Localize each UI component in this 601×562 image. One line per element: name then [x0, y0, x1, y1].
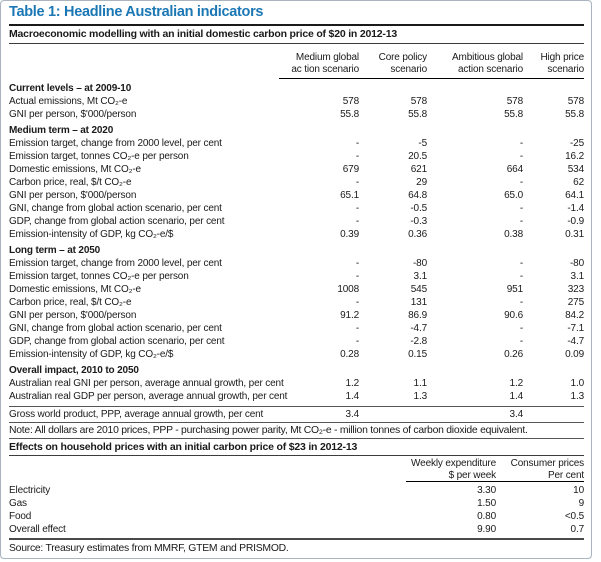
cell: - [519, 323, 523, 334]
cell: 534 [567, 164, 584, 175]
col-header-core-policy: Core policy [378, 52, 427, 63]
cell: 1.0 [570, 378, 584, 389]
row-label: GNI per person, $'000/person [9, 310, 137, 321]
cell: 65.1 [340, 190, 359, 201]
cell: - [355, 336, 359, 347]
cell: 679 [342, 164, 359, 175]
household-header-row-1 [9, 458, 584, 470]
cell: 1.2 [345, 378, 359, 389]
cell: - [519, 151, 523, 162]
row-label: Overall effect [9, 524, 66, 535]
cell: -4.7 [567, 336, 584, 347]
cell: 3.30 [477, 485, 496, 496]
cell: 578 [506, 96, 523, 107]
cell: - [519, 336, 523, 347]
table-row [9, 150, 584, 163]
cell: 90.6 [504, 310, 523, 321]
main-table-body [9, 82, 584, 403]
household-table-header [9, 458, 584, 482]
section-header: Medium term – at 2020 [9, 125, 114, 136]
cell: 62 [573, 177, 584, 188]
cell: - [519, 177, 523, 188]
col-header-high-price: High price [540, 52, 584, 63]
cell: 0.15 [408, 349, 427, 360]
cell: -2.8 [410, 336, 427, 347]
cell: -80 [412, 258, 427, 269]
cell: -0.5 [410, 203, 427, 214]
cell: 0.26 [504, 349, 523, 360]
cell: 10 [573, 485, 584, 496]
cell: 664 [506, 164, 523, 175]
col-header-high-price-2: scenario [547, 64, 584, 75]
col-header-core-policy-2: scenario [390, 64, 427, 75]
row-label: Emission-intensity of GDP, kg CO₂-e/$ [9, 349, 174, 360]
cell: 621 [410, 164, 427, 175]
cell: 55.8 [340, 109, 359, 120]
header-rule [279, 78, 584, 79]
cell: - [519, 297, 523, 308]
cell: 0.36 [408, 229, 427, 240]
cell: 16.2 [565, 151, 584, 162]
row-label: GNI, change from global action scenario, per cent [9, 323, 222, 334]
row-label: Carbon price, real, $/t CO₂-e [9, 177, 132, 188]
row-label: GDP, change from global action scenario, per cent [9, 336, 225, 347]
main-table-header [9, 52, 584, 79]
cell: 65.0 [504, 190, 523, 201]
cell: - [355, 297, 359, 308]
col-header-per-week: $ per week [406, 470, 496, 482]
cell: 578 [567, 96, 584, 107]
cell: - [355, 203, 359, 214]
cell: 578 [342, 96, 359, 107]
row-label: Domestic emissions, Mt CO₂-e [9, 164, 141, 175]
section-header: Long term – at 2050 [9, 245, 101, 256]
cell: 578 [410, 96, 427, 107]
cell: 0.80 [477, 511, 496, 522]
col-header-medium-global-2: ac tion scenario [291, 64, 359, 75]
cell: 3.1 [570, 271, 584, 282]
table-row [9, 163, 584, 176]
cell: 20.5 [408, 151, 427, 162]
col-header-ambitious-global-2: action scenario [457, 64, 523, 75]
cell: 91.2 [340, 310, 359, 321]
cell: - [519, 258, 523, 269]
cell: 1.2 [509, 378, 523, 389]
table-row [9, 484, 584, 497]
table-row [9, 189, 584, 202]
cell: - [355, 138, 359, 149]
cell: -1.4 [567, 203, 584, 214]
cell: -7.1 [567, 323, 584, 334]
table-row [9, 108, 584, 121]
cell: 0.39 [340, 229, 359, 240]
row-label: Carbon price, real, $/t CO₂-e [9, 297, 132, 308]
cell: 3.4 [509, 409, 523, 420]
cell: 1.3 [413, 391, 427, 402]
row-label: Emission-intensity of GDP, kg CO₂-e/$ [9, 229, 174, 240]
cell: 1008 [337, 284, 359, 295]
cell: <0.5 [564, 511, 584, 522]
cell: 0.28 [340, 349, 359, 360]
cell: 86.9 [408, 310, 427, 321]
cell: - [355, 216, 359, 227]
cell: - [519, 216, 523, 227]
table-row [9, 523, 584, 536]
row-label: Emission target, change from 2000 level, per cent [9, 258, 222, 269]
col-header-ambitious-global: Ambitious global [452, 52, 523, 63]
table-row [9, 228, 584, 241]
cell: 55.8 [565, 109, 584, 120]
subtitle-rule [9, 43, 584, 44]
cell: -0.3 [410, 216, 427, 227]
source-note: Source: Treasury estimates from MMRF, GTEM and PRISMOD. [9, 543, 289, 554]
cell: 275 [567, 297, 584, 308]
cell: -5 [418, 138, 427, 149]
title-rule [9, 24, 584, 26]
cell: -80 [569, 258, 584, 269]
row-label: Electricity [9, 485, 51, 496]
world-product-row [9, 407, 584, 422]
cell: - [355, 258, 359, 269]
col-header-medium-global: Medium global [295, 52, 359, 63]
cell: - [355, 271, 359, 282]
table-row [9, 335, 584, 348]
cell: 84.2 [565, 310, 584, 321]
cell: - [355, 323, 359, 334]
row-label: Food [9, 511, 32, 522]
cell: 3.1 [413, 271, 427, 282]
table-row [9, 202, 584, 215]
header-row-1 [9, 52, 584, 64]
cell: 55.8 [504, 109, 523, 120]
cell: - [519, 203, 523, 214]
table-row [9, 296, 584, 309]
table-row [9, 257, 584, 270]
cell: 64.1 [565, 190, 584, 201]
row-label: Australian real GDP per person, average annual growth, per cent [9, 391, 288, 402]
cell: 0.09 [565, 349, 584, 360]
row-label: Gross world product, PPP, average annual growth, per cent [9, 409, 264, 420]
cell: 9 [578, 498, 584, 509]
cell: 1.1 [413, 378, 427, 389]
cell: 545 [410, 284, 427, 295]
cell: - [355, 151, 359, 162]
cell: 1.3 [570, 391, 584, 402]
cell: - [519, 138, 523, 149]
cell: -0.9 [567, 216, 584, 227]
table-row [9, 309, 584, 322]
table-row [9, 510, 584, 523]
cell: 3.4 [345, 409, 359, 420]
col-header-weekly-expenditure: Weekly expenditure [411, 458, 496, 469]
row-label: GNI, change from global action scenario, per cent [9, 203, 222, 214]
row-label: GDP, change from global action scenario, per cent [9, 216, 225, 227]
cell: 323 [567, 284, 584, 295]
row-label: Gas [9, 498, 27, 509]
table-note: Note: All dollars are 2010 prices, PPP - purchasing power parity, Mt CO₂-e - million tonnes of carbon dioxide equivalent. [9, 425, 528, 436]
table-row [9, 283, 584, 296]
cell: 0.31 [565, 229, 584, 240]
household-table-heading: Effects on household prices with an initial carbon price of $23 in 2012-13 [9, 441, 358, 453]
row-label: GNI per person, $'000/person [9, 190, 137, 201]
cell: 131 [410, 297, 427, 308]
cell: 0.7 [570, 524, 584, 535]
cell: 9.90 [477, 524, 496, 535]
cell [359, 408, 427, 421]
table-row [9, 95, 584, 108]
cell: 1.4 [509, 391, 523, 402]
table-row [9, 137, 584, 150]
cell: -4.7 [410, 323, 427, 334]
cell: 1.4 [345, 391, 359, 402]
row-label: Emission target, tonnes CO₂-e per person [9, 271, 189, 282]
cell: 0.38 [504, 229, 523, 240]
col-header-consumer-prices: Consumer prices [510, 458, 584, 469]
row-label: Emission target, tonnes CO₂-e per person [9, 151, 189, 162]
cell: 29 [416, 177, 427, 188]
section-header: Current levels – at 2009-10 [9, 83, 132, 94]
row-label: Domestic emissions, Mt CO₂-e [9, 284, 141, 295]
household-table-body [9, 484, 584, 536]
cell: - [355, 177, 359, 188]
cell: 64.8 [408, 190, 427, 201]
row-label: Australian real GNI per person, average annual growth, per cent [9, 378, 284, 389]
row-label: Emission target, change from 2000 level, per cent [9, 138, 222, 149]
cell: 1.50 [477, 498, 496, 509]
cell: - [519, 271, 523, 282]
page-title: Table 1: Headline Australian indicators [9, 4, 264, 20]
table-row [9, 322, 584, 335]
row-label: Actual emissions, Mt CO₂-e [9, 96, 128, 107]
cell: 55.8 [408, 109, 427, 120]
cell: -25 [569, 138, 584, 149]
table-row [9, 497, 584, 510]
table-row [9, 348, 584, 361]
section-header: Overall impact, 2010 to 2050 [9, 365, 139, 376]
table-row [9, 390, 584, 403]
cell: 951 [506, 284, 523, 295]
row-label: GNI per person, $'000/person [9, 109, 137, 120]
table-subtitle: Macroeconomic modelling with an initial domestic carbon price of $20 in 2012-13 [9, 28, 397, 40]
table-row [9, 270, 584, 283]
cell [523, 408, 584, 421]
col-header-per-cent: Per cent [496, 470, 584, 482]
household-heading-rule [9, 455, 584, 456]
header-row-2 [9, 64, 584, 76]
table-row [9, 215, 584, 228]
household-header-row-2 [9, 470, 584, 482]
table-row [9, 377, 584, 390]
table-row [9, 176, 584, 189]
